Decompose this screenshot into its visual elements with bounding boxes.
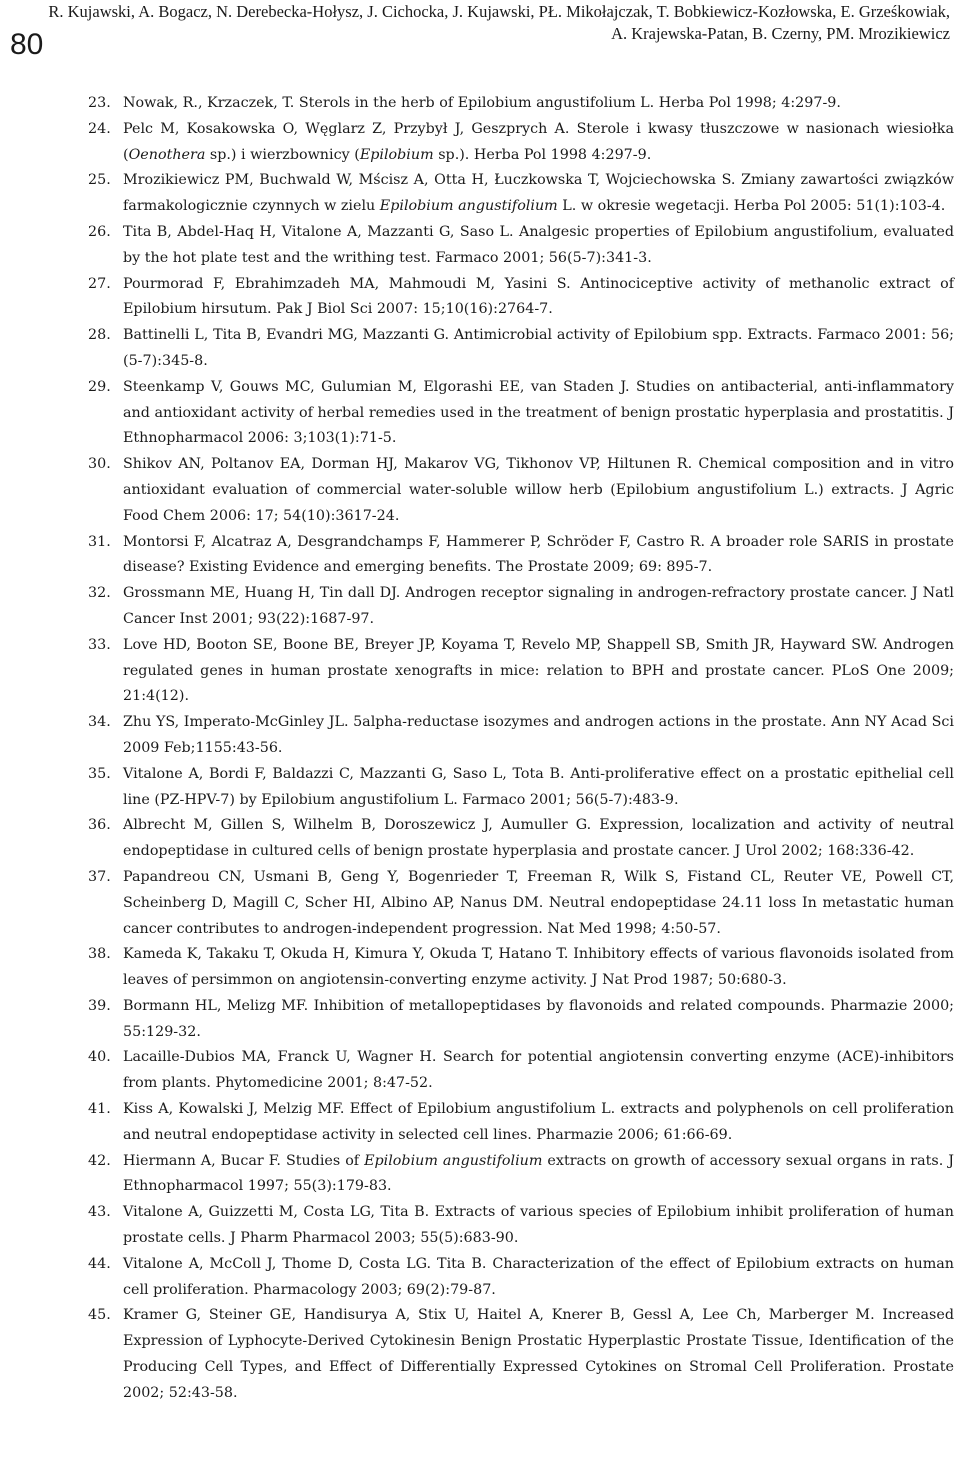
- reference-number: 24.: [88, 120, 111, 137]
- reference-item: [0, 813, 960, 865]
- reference-text: Kameda K, Takaku T, Okuda H, Kimura Y, Okuda T, Hatano T. Inhibitory effects of various flavonoids isolated from leaves of persimmon on angiotensin-converting enzyme activity. J Nat Prod 1987; 50:680-3.: [123, 946, 954, 989]
- reference-text: Vitalone A, Bordi F, Baldazzi C, Mazzanti G, Saso L, Tota B. Anti-proliferative effect on a prostatic epithelial cell line (PZ-HPV-7) by Epilobium angustifolium L. Farmaco 2001; 56(5-7):483-9.: [123, 765, 954, 808]
- reference-number: 31.: [88, 533, 111, 550]
- reference-number: 26.: [88, 223, 111, 240]
- reference-item: [0, 1252, 960, 1304]
- reference-text: Albrecht M, Gillen S, Wilhelm B, Doroszewicz J, Aumuller G. Expression, localization and activity of neutral endopeptidase in cultured cells of benign prostate hyperplasia and prostate cancer. J Urol 2002; 168:336-42.: [123, 817, 954, 860]
- reference-number: 29.: [88, 378, 111, 395]
- reference-text: Kiss A, Kowalski J, Melzig MF. Effect of Epilobium angustifolium L. extracts and polyphenols on cell proliferation and neutral endopeptidase activity in selected cell lines. Pharmazie 2006; 61:66-69.: [123, 1101, 954, 1143]
- reference-number: 43.: [88, 1204, 111, 1221]
- reference-text: Pourmorad F, Ebrahimzadeh MA, Mahmoudi M, Yasini S. Antinociceptive activity of methanolic extract of Epilobium hirsutum. Pak J Biol Sci 2007: 15;10(16):2764-7.: [123, 275, 954, 318]
- reference-item: [0, 633, 960, 710]
- reference-item: [0, 581, 960, 633]
- reference-number: 30.: [88, 456, 111, 473]
- reference-text: Papandreou CN, Usmani B, Geng Y, Bogenrieder T, Freeman R, Wilk S, Fistand CL, Reuter VE, Powell CT, Scheinberg D, Magill C, Scher HI, Albino AP, Nanus DM. Neutral endopeptidase 24.11 loss In metastatic human cancer contributes to androgen-independent progression. Nat Med 1998; 4:50-57.: [123, 868, 954, 937]
- reference-number: 23.: [88, 95, 111, 111]
- reference-text: Kramer G, Steiner GE, Handisurya A, Stix U, Haitel A, Knerer B, Gessl A, Lee Ch, Marberger M. Increased Expression of Lyphocyte-Derived Cytokinesin Benign Prostatic Hyperplastic Prostate Tissue, Identification of the Producing Cell Types, and Effect of Differentially Expressed Cytokines on Stromal Cell Proliferation. Prostate 2002; 52:43-58.: [123, 1307, 954, 1401]
- reference-text: Montorsi F, Alcatraz A, Desgrandchamps F, Hammerer P, Schröder F, Castro R. A broader role SARIS in prostate disease? Existing Evidence and emerging benefits. The Prostate 2009; 69: 895-7.: [123, 533, 954, 576]
- reference-number: 41.: [88, 1101, 111, 1118]
- reference-number: 40.: [88, 1049, 111, 1066]
- reference-number: 45.: [88, 1307, 111, 1324]
- reference-text: Tita B, Abdel-Haq H, Vitalone A, Mazzanti G, Saso L. Analgesic properties of Epilobium angustifolium, evaluated by the hot plate test and the writhing test. Farmaco 2001; 56(5-7):341-3.: [123, 223, 954, 266]
- reference-item: [0, 942, 960, 994]
- reference-text: Pelc M, Kosakowska O, Węglarz Z, Przybył J, Geszprych A. Sterole i kwasy tłuszczowe w nasionach wiesiołka (Oenothera sp.) i wierzbownicy (Epilobium sp.). Herba Pol 1998 4:297-9.: [123, 120, 954, 163]
- reference-number: 28.: [88, 327, 111, 344]
- reference-item: [0, 272, 960, 324]
- reference-number: 37.: [88, 868, 111, 885]
- reference-item: [0, 452, 960, 529]
- reference-number: 36.: [88, 817, 111, 834]
- authors-line-2: A. Krajewska-Patan, B. Czerny, PM. Mrozikiewicz: [611, 24, 950, 43]
- page-number: 80: [10, 28, 44, 61]
- reference-number: 33.: [88, 636, 111, 653]
- reference-item: [0, 117, 960, 169]
- reference-text: Shikov AN, Poltanov EA, Dorman HJ, Makarov VG, Tikhonov VP, Hiltunen R. Chemical composition and in vitro antioxidant evaluation of commercial water-soluble willow herb (Epilobium angustifolium L.) extracts. J Agric Food Chem 2006: 17; 54(10):3617-24.: [123, 456, 954, 524]
- reference-text: Lacaille-Dubios MA, Franck U, Wagner H. Search for potential angiotensin converting enzyme (ACE)-inhibitors from plants. Phytomedicine 2001; 8:47-52.: [123, 1049, 954, 1092]
- reference-text: Vitalone A, McColl J, Thome D, Costa LG. Tita B. Characterization of the effect of Epilobium extracts on human cell proliferation. Pharmacology 2003; 69(2):79-87.: [123, 1255, 954, 1298]
- reference-text: Mrozikiewicz PM, Buchwald W, Mścisz A, Otta H, Łuczkowska T, Wojciechowska S. Zmiany zawartości związków farmakologicznie czynnych w zielu Epilobium angustifolium L. w okresie wegetacji. Herba Pol 2005: 51(1):103-4.: [123, 172, 954, 215]
- reference-text: Love HD, Booton SE, Boone BE, Breyer JP, Koyama T, Revelo MP, Shappell SB, Smith JR, Hayward SW. Androgen regulated genes in human prostate xenografts in mice: relation to BPH and prostate cancer. PLoS One 2009; 21:4(12).: [123, 636, 954, 705]
- reference-text: Steenkamp V, Gouws MC, Gulumian M, Elgorashi EE, van Staden J. Studies on antibacterial, anti-inflammatory and antioxidant activity of herbal remedies used in the treatment of benign prostatic hyperplasia and prostatitis. J Ethnopharmacol 2006: 3;103(1):71-5.: [123, 378, 954, 447]
- reference-item: [0, 1045, 960, 1097]
- reference-number: 39.: [88, 997, 111, 1014]
- reference-item: [0, 1149, 960, 1201]
- reference-item: [0, 1200, 960, 1252]
- reference-number: 38.: [88, 946, 111, 963]
- reference-item: [0, 530, 960, 582]
- reference-text: Battinelli L, Tita B, Evandri MG, Mazzanti G. Antimicrobial activity of Epilobium spp. Extracts. Farmaco 2001: 56;(5-7):345-8.: [123, 327, 954, 369]
- reference-item: [0, 865, 960, 942]
- authors-line-1: R. Kujawski, A. Bogacz, N. Derebecka-Hołysz, J. Cichocka, J. Kujawski, PŁ. Mikołajczak, T. Bobkiewicz-Kozłowska, E. Grześkowiak,: [48, 2, 950, 21]
- reference-number: 42.: [88, 1152, 111, 1169]
- reference-number: 34.: [88, 714, 111, 731]
- reference-item: [0, 994, 960, 1046]
- reference-text: Zhu YS, Imperato-McGinley JL. 5alpha-reductase isozymes and androgen actions in the prostate. Ann NY Acad Sci 2009 Feb;1155:43-56.: [123, 714, 954, 756]
- reference-item: [0, 91, 960, 117]
- reference-item: [0, 710, 960, 762]
- reference-text: Bormann HL, Melizg MF. Inhibition of metallopeptidases by flavonoids and related compounds. Pharmazie 2000; 55:129-32.: [123, 997, 954, 1040]
- reference-text: Hiermann A, Bucar F. Studies of Epilobium angustifolium extracts on growth of accessory sexual organs in rats. J Ethnopharmacol 1997; 55(3):179-83.: [123, 1152, 954, 1195]
- reference-number: 25.: [88, 172, 111, 189]
- reference-item: [0, 323, 960, 375]
- reference-number: 27.: [88, 275, 111, 292]
- reference-item: [0, 762, 960, 814]
- reference-item: [0, 375, 960, 452]
- reference-text: Nowak, R., Krzaczek, T. Sterols in the herb of Epilobium angustifolium L. Herba Pol 1998; 4:297-9.: [123, 95, 841, 111]
- reference-item: [0, 220, 960, 272]
- reference-text: Vitalone A, Guizzetti M, Costa LG, Tita B. Extracts of various species of Epilobium inhibit proliferation of human prostate cells. J Pharm Pharmacol 2003; 55(5):683-90.: [123, 1204, 954, 1247]
- running-header-authors: [10, 1, 950, 45]
- reference-number: 35.: [88, 765, 111, 782]
- reference-item: [0, 1303, 960, 1406]
- reference-number: 32.: [88, 585, 111, 602]
- reference-list: [0, 91, 960, 1407]
- reference-item: [0, 1097, 960, 1149]
- reference-number: 44.: [88, 1255, 111, 1272]
- reference-text: Grossmann ME, Huang H, Tin dall DJ. Androgen receptor signaling in androgen-refractory prostate cancer. J Natl Cancer Inst 2001; 93(22):1687-97.: [123, 585, 954, 627]
- reference-item: [0, 168, 960, 220]
